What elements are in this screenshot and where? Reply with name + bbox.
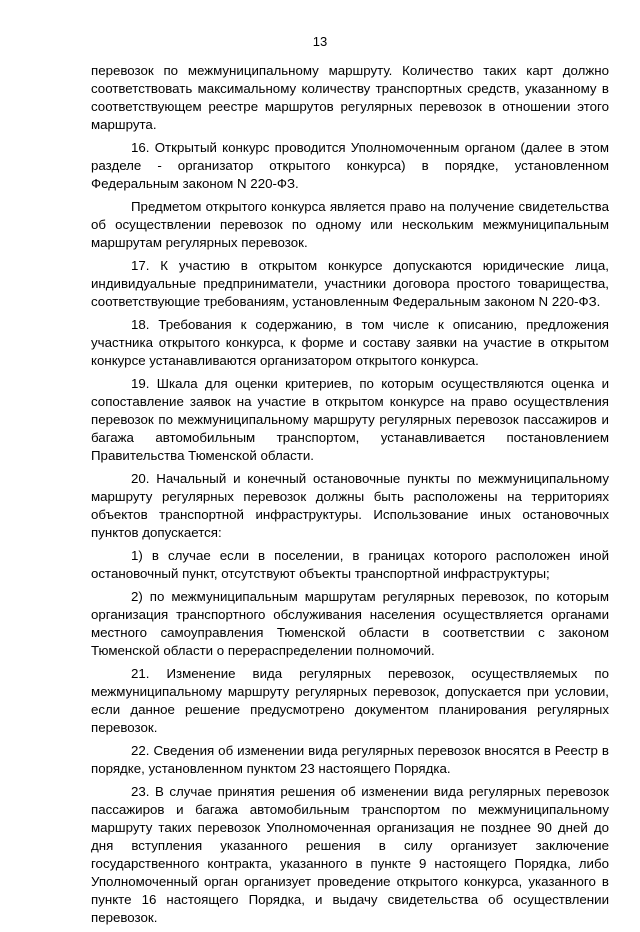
paragraph-16-subject: Предметом открытого конкурса является право на получение свидетельства об осуществлении перевозок по одному или нескольким межмуниципальным маршрутам регулярных перевозок. xyxy=(91,199,609,250)
paragraph-20-item-2: 2) по межмуниципальным маршрутам регулярных перевозок, по которым организация транспортного обслуживания населения осуществляется органами местного самоуправления Тюменской области в соответствии с законом Тюменской области о перераспределении полномочий. xyxy=(91,589,609,658)
paragraph-22: 22. Сведения об изменении вида регулярных перевозок вносятся в Реестр в порядке, установленном пунктом 23 настоящего Порядка. xyxy=(91,743,609,776)
paragraph-21: 21. Изменение вида регулярных перевозок, осуществляемых по межмуниципальному маршруту регулярных перевозок, допускается при условии, если данное решение предусмотрено документом планирования регулярных перевозок. xyxy=(91,666,609,735)
paragraph-20-item-1: 1) в случае если в поселении, в границах которого расположен иной остановочный пункт, отсутствуют объекты транспортной инфраструктуры; xyxy=(91,548,609,581)
paragraph-23: 23. В случае принятия решения об изменении вида регулярных перевозок пассажиров и багажа автомобильным транспортом по межмуниципальному маршруту таких перевозок Уполномоченная организация не позднее 90 дней до дня вступления указанного решения в силу организует заключение государственного контракта, указанного в пункте 9 настоящего Порядка, либо Уполномоченный орган организует проведение открытого конкурса, указанного в пункте 16 настоящего Порядка, и выдачу свидетельства об осуществлении перевозок. xyxy=(91,784,609,925)
paragraph-20: 20. Начальный и конечный остановочные пункты по межмуниципальному маршруту регулярных перевозок должны быть расположены на территориях объектов транспортной инфраструктуры. Использование иных остановочных пунктов допускается: xyxy=(91,471,609,540)
paragraph-17: 17. К участию в открытом конкурсе допускаются юридические лица, индивидуальные предприниматели, участники договора простого товарищества, соответствующие требованиям, установленным Федеральным законом N 220-ФЗ. xyxy=(91,258,609,309)
paragraph-19: 19. Шкала для оценки критериев, по которым осуществляются оценка и сопоставление заявок на участие в открытом конкурсе на право осуществления перевозок по межмуниципальному маршруту регулярных перевозок пассажиров и багажа автомобильным транспортом, устанавливается постановлением Правительства Тюменской области. xyxy=(91,376,609,463)
paragraph-18: 18. Требования к содержанию, в том числе к описанию, предложения участника открытого конкурса, к форме и составу заявки на участие в открытом конкурсе устанавливаются организатором открытого конкурса. xyxy=(91,317,609,368)
document-body xyxy=(91,62,609,932)
paragraph-continuation: перевозок по межмуниципальному маршруту. Количество таких карт должно соответствовать максимальному количеству транспортных средств, указанному в соответствующем реестре маршрутов регулярных перевозок в отношении этого маршрута. xyxy=(91,63,609,132)
paragraph-16: 16. Открытый конкурс проводится Уполномоченным органом (далее в этом разделе - организатор открытого конкурса) в порядке, установленном Федеральным законом N 220-ФЗ. xyxy=(91,140,609,191)
page-number: 13 xyxy=(312,34,328,49)
